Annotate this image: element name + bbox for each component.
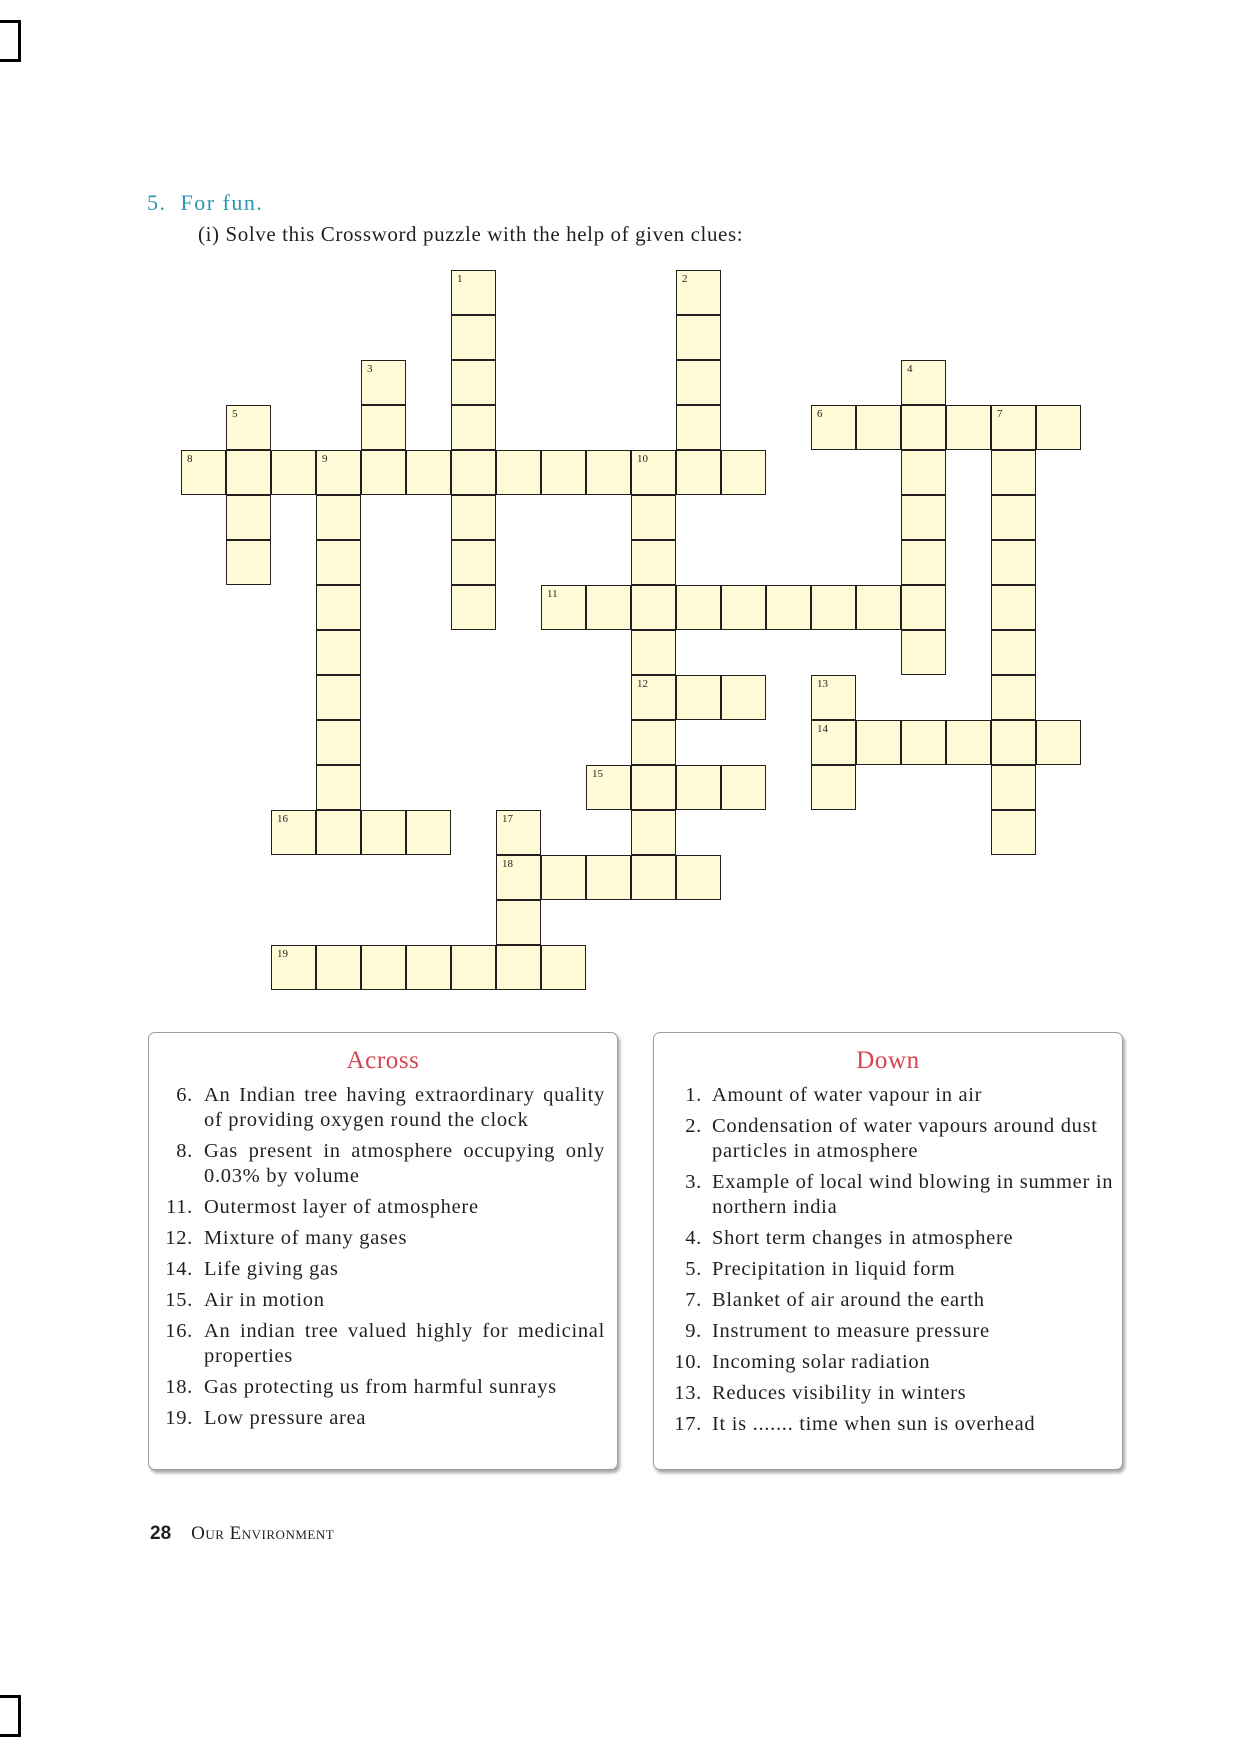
crossword-cell bbox=[451, 270, 496, 315]
crossword-cell bbox=[1036, 720, 1081, 765]
crossword-cell-number: 18 bbox=[502, 858, 513, 870]
crossword-cell bbox=[631, 540, 676, 585]
clue-text: Outermost layer of atmosphere bbox=[204, 1196, 479, 1218]
crossword-cell bbox=[451, 945, 496, 990]
clue-text: Low pressure area bbox=[204, 1407, 367, 1429]
clue-item bbox=[654, 1226, 1122, 1251]
crossword-cell bbox=[541, 585, 586, 630]
crossword-cell-number: 9 bbox=[322, 453, 328, 465]
clue-item bbox=[654, 1170, 1122, 1220]
crossword-cell bbox=[991, 810, 1036, 855]
crossword-cell-number: 10 bbox=[637, 453, 648, 465]
clue-number: 18. bbox=[165, 1376, 193, 1398]
crossword-cell bbox=[856, 720, 901, 765]
crossword-cell bbox=[496, 450, 541, 495]
crossword-cell bbox=[766, 585, 811, 630]
clue-number: 12. bbox=[165, 1227, 193, 1249]
crossword-cell bbox=[226, 450, 271, 495]
crossword-cell-number: 12 bbox=[637, 678, 648, 690]
across-clues-box bbox=[148, 1032, 618, 1470]
crossword-cell bbox=[856, 405, 901, 450]
crossword-cell bbox=[586, 765, 631, 810]
crossword-cell bbox=[361, 450, 406, 495]
clue-text: Blanket of air around the earth bbox=[712, 1289, 985, 1311]
crossword-cell bbox=[676, 450, 721, 495]
clue-number: 5. bbox=[685, 1258, 702, 1280]
question-instruction: (i) Solve this Crossword puzzle with the help of given clues: bbox=[198, 222, 744, 246]
crossword-cell bbox=[541, 855, 586, 900]
crossword-cell bbox=[631, 855, 676, 900]
crossword-cell bbox=[721, 675, 766, 720]
page-footer bbox=[150, 1522, 334, 1545]
crop-mark-bottom bbox=[0, 1695, 21, 1737]
crossword-cell bbox=[901, 720, 946, 765]
crossword-cell bbox=[991, 405, 1036, 450]
clue-number: 11. bbox=[166, 1196, 193, 1218]
clue-number: 4. bbox=[685, 1227, 702, 1249]
crossword-cell bbox=[676, 360, 721, 405]
crossword-cell bbox=[901, 360, 946, 405]
down-clues-box bbox=[653, 1032, 1123, 1470]
crossword-cell bbox=[901, 585, 946, 630]
clue-text: Example of local wind blowing in summer in northern india bbox=[712, 1171, 1114, 1218]
clue-item bbox=[654, 1257, 1122, 1282]
crossword-cell-number: 4 bbox=[907, 363, 913, 375]
crossword-cell-number: 5 bbox=[232, 408, 238, 420]
clue-text: Incoming solar radiation bbox=[712, 1351, 931, 1373]
crossword-cell bbox=[631, 765, 676, 810]
crossword-cell bbox=[721, 450, 766, 495]
crossword-cell bbox=[226, 540, 271, 585]
crossword-cell bbox=[901, 450, 946, 495]
crossword-cell bbox=[901, 405, 946, 450]
crossword-cell bbox=[991, 495, 1036, 540]
crossword-cell bbox=[316, 810, 361, 855]
crossword-cell bbox=[361, 360, 406, 405]
clue-text: Reduces visibility in winters bbox=[712, 1382, 967, 1404]
crossword-cell bbox=[721, 765, 766, 810]
crossword-cell-number: 19 bbox=[277, 948, 288, 960]
crossword-cell bbox=[406, 450, 451, 495]
clue-text: Precipitation in liquid form bbox=[712, 1258, 956, 1280]
crossword-cell-number: 16 bbox=[277, 813, 288, 825]
crossword-cell-number: 3 bbox=[367, 363, 373, 375]
clue-item bbox=[149, 1319, 617, 1369]
crossword-cell bbox=[811, 765, 856, 810]
crossword-cell bbox=[271, 810, 316, 855]
crossword-cell bbox=[496, 855, 541, 900]
crossword-cell bbox=[991, 720, 1036, 765]
crossword-cell bbox=[181, 450, 226, 495]
across-clue-list bbox=[149, 1083, 617, 1437]
crossword-cell bbox=[361, 405, 406, 450]
clue-number: 17. bbox=[674, 1413, 702, 1435]
crossword-cell bbox=[316, 450, 361, 495]
crossword-cell-number: 7 bbox=[997, 408, 1003, 420]
clue-item bbox=[654, 1319, 1122, 1344]
clue-number: 1. bbox=[685, 1084, 702, 1106]
clue-number: 16. bbox=[165, 1320, 193, 1342]
crossword-cell bbox=[316, 630, 361, 675]
clue-item bbox=[654, 1412, 1122, 1437]
crossword-cell bbox=[451, 405, 496, 450]
question-number: 5. bbox=[147, 190, 167, 215]
clue-number: 13. bbox=[674, 1382, 702, 1404]
clue-item bbox=[149, 1195, 617, 1220]
clue-text: An indian tree valued highly for medicinal properties bbox=[204, 1320, 605, 1367]
crossword-cell bbox=[586, 450, 631, 495]
crossword-cell bbox=[361, 810, 406, 855]
crossword-cell bbox=[451, 450, 496, 495]
clue-item bbox=[149, 1226, 617, 1251]
crossword-cell bbox=[676, 675, 721, 720]
crossword-cell bbox=[676, 855, 721, 900]
book-title: Our Environment bbox=[191, 1523, 335, 1544]
crossword-cell bbox=[676, 270, 721, 315]
crossword-cell bbox=[496, 945, 541, 990]
clue-number: 10. bbox=[674, 1351, 702, 1373]
clue-text: Short term changes in atmosphere bbox=[712, 1227, 1014, 1249]
down-title: Down bbox=[856, 1047, 920, 1074]
clue-text: Mixture of many gases bbox=[204, 1227, 408, 1249]
crossword-cell bbox=[451, 495, 496, 540]
clue-item bbox=[149, 1375, 617, 1400]
crossword-cell bbox=[991, 765, 1036, 810]
page-number: 28 bbox=[150, 1523, 172, 1544]
crossword-cell bbox=[316, 945, 361, 990]
crossword-cell bbox=[631, 720, 676, 765]
crossword-cell bbox=[496, 810, 541, 855]
crossword-cell bbox=[901, 540, 946, 585]
crossword-cell bbox=[991, 585, 1036, 630]
crossword-cell bbox=[811, 585, 856, 630]
crossword-cell bbox=[1036, 405, 1081, 450]
clue-item bbox=[149, 1139, 617, 1189]
crossword-cell bbox=[991, 630, 1036, 675]
crossword-cell bbox=[901, 630, 946, 675]
crossword-cell bbox=[451, 315, 496, 360]
crossword-cell bbox=[361, 945, 406, 990]
crossword-cell bbox=[811, 405, 856, 450]
clue-item bbox=[149, 1083, 617, 1133]
clue-text: Gas present in atmosphere occupying only 0.03% by volume bbox=[204, 1140, 605, 1187]
clue-text: Gas protecting us from harmful sunrays bbox=[204, 1376, 557, 1398]
across-title: Across bbox=[346, 1047, 420, 1074]
crossword-cell bbox=[496, 900, 541, 945]
clue-item bbox=[654, 1114, 1122, 1164]
crossword-cell bbox=[586, 585, 631, 630]
clue-text: Condensation of water vapours around dust particles in atmosphere bbox=[712, 1115, 1098, 1162]
crossword-cell bbox=[631, 585, 676, 630]
crossword-cell bbox=[631, 495, 676, 540]
crossword-cell bbox=[721, 585, 766, 630]
clue-item bbox=[149, 1257, 617, 1282]
crossword-cell bbox=[451, 540, 496, 585]
down-clue-list bbox=[654, 1083, 1122, 1443]
crossword-cell bbox=[271, 945, 316, 990]
crossword-cell bbox=[406, 810, 451, 855]
clue-item bbox=[149, 1406, 617, 1431]
clue-item bbox=[149, 1288, 617, 1313]
clue-item bbox=[654, 1350, 1122, 1375]
crossword-cell bbox=[946, 720, 991, 765]
crossword-cell bbox=[856, 585, 901, 630]
crossword-cell bbox=[406, 945, 451, 990]
crossword-cell bbox=[676, 585, 721, 630]
crossword-cell bbox=[991, 540, 1036, 585]
crossword-cell bbox=[586, 855, 631, 900]
crossword-cell-number: 15 bbox=[592, 768, 603, 780]
crossword-cell-number: 14 bbox=[817, 723, 828, 735]
crossword-cell bbox=[451, 585, 496, 630]
crossword-cell bbox=[316, 495, 361, 540]
clue-item bbox=[654, 1083, 1122, 1108]
crossword-cell bbox=[541, 945, 586, 990]
crossword-cell-number: 2 bbox=[682, 273, 688, 285]
clue-number: 7. bbox=[685, 1289, 702, 1311]
crossword-cell bbox=[631, 675, 676, 720]
crossword-cell bbox=[316, 675, 361, 720]
crossword-cell bbox=[676, 315, 721, 360]
crossword-cell-number: 11 bbox=[547, 588, 558, 600]
clue-text: Instrument to measure pressure bbox=[712, 1320, 990, 1342]
clue-item bbox=[654, 1288, 1122, 1313]
crossword-cell bbox=[541, 450, 586, 495]
crossword-cell-number: 1 bbox=[457, 273, 463, 285]
crossword-cell bbox=[226, 495, 271, 540]
clue-number: 9. bbox=[685, 1320, 702, 1342]
crossword-cell bbox=[676, 405, 721, 450]
clue-number: 3. bbox=[685, 1171, 702, 1193]
crossword-cell bbox=[811, 675, 856, 720]
crossword-cell bbox=[991, 450, 1036, 495]
clue-text: Amount of water vapour in air bbox=[712, 1084, 983, 1106]
clue-item bbox=[654, 1381, 1122, 1406]
clue-number: 6. bbox=[176, 1084, 193, 1106]
crossword-cell bbox=[811, 720, 856, 765]
clue-text: Life giving gas bbox=[204, 1258, 339, 1280]
crossword-cell bbox=[271, 450, 316, 495]
crossword-cell bbox=[631, 630, 676, 675]
crossword-cell bbox=[676, 765, 721, 810]
crossword-cell bbox=[316, 540, 361, 585]
crossword-cell-number: 13 bbox=[817, 678, 828, 690]
crossword-cell-number: 8 bbox=[187, 453, 193, 465]
crossword-cell bbox=[991, 675, 1036, 720]
crossword-cell bbox=[451, 360, 496, 405]
clue-number: 19. bbox=[165, 1407, 193, 1429]
crossword-cell-number: 6 bbox=[817, 408, 823, 420]
crossword-cell bbox=[901, 495, 946, 540]
clue-number: 8. bbox=[176, 1140, 193, 1162]
clue-text: An Indian tree having extraordinary quality of providing oxygen round the clock bbox=[204, 1084, 605, 1131]
crossword-cell bbox=[226, 405, 271, 450]
clue-number: 2. bbox=[685, 1115, 702, 1137]
question-title: For fun. bbox=[180, 190, 264, 215]
crossword-cell-number: 17 bbox=[502, 813, 513, 825]
crossword-cell bbox=[631, 450, 676, 495]
clue-number: 14. bbox=[165, 1258, 193, 1280]
clue-text: Air in motion bbox=[204, 1289, 325, 1311]
crossword-cell bbox=[316, 585, 361, 630]
crossword-cell bbox=[946, 405, 991, 450]
crossword-cell bbox=[316, 720, 361, 765]
clue-text: It is ....... time when sun is overhead bbox=[712, 1413, 1036, 1435]
crossword-cell bbox=[631, 810, 676, 855]
crossword-cell bbox=[316, 765, 361, 810]
clue-number: 15. bbox=[165, 1289, 193, 1311]
